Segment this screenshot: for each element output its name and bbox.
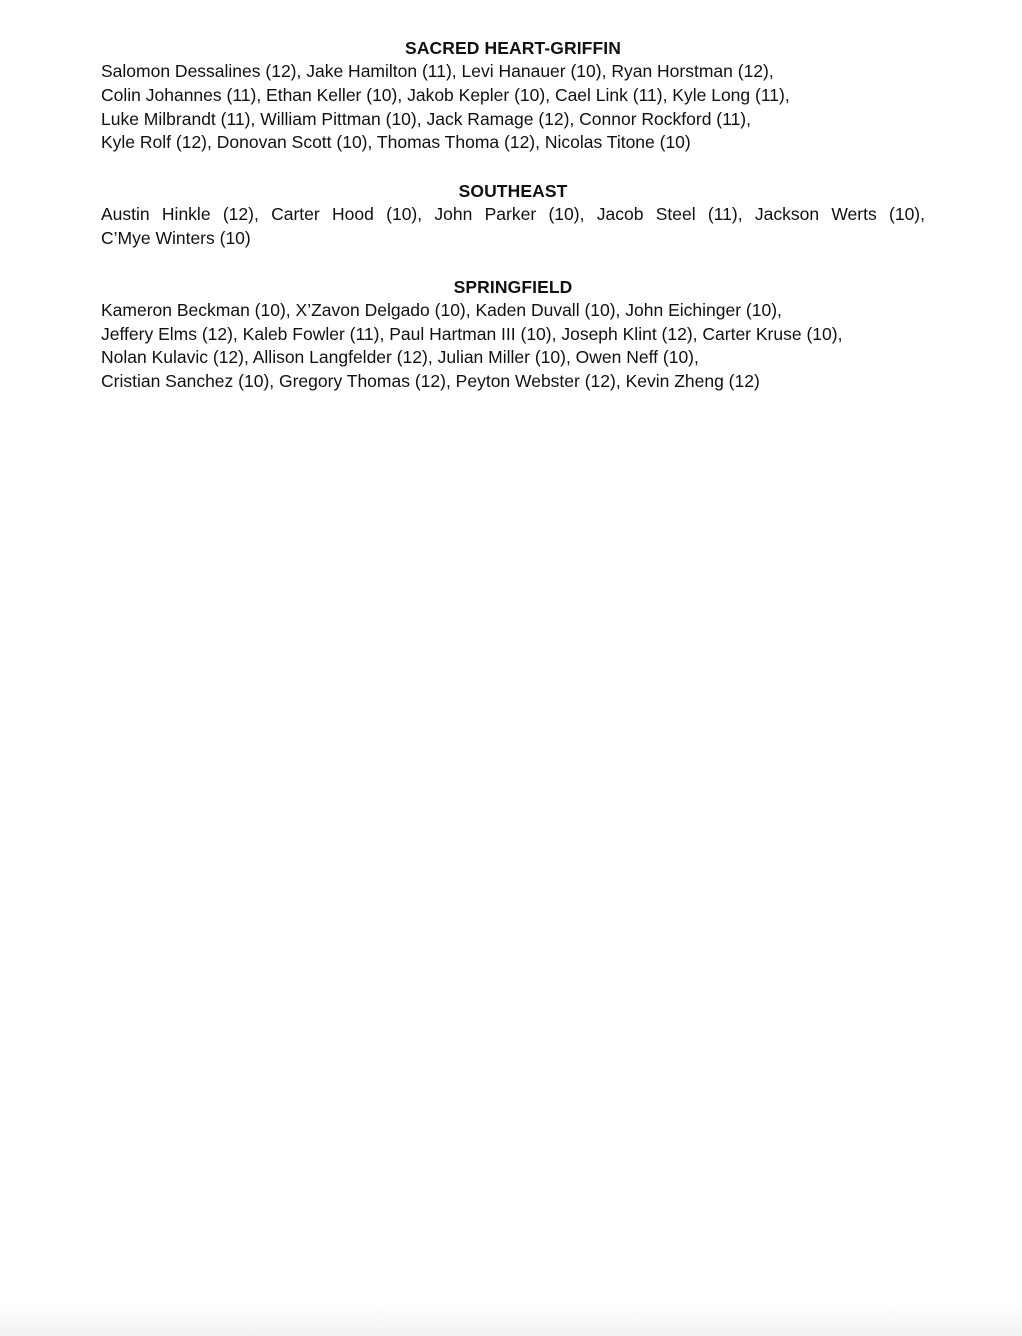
school-heading: SACRED HEART-GRIFFIN [405, 38, 621, 58]
roster-line: Kyle Rolf (12), Donovan Scott (10), Thomas Thoma (12), Nicolas Titone (10) [101, 132, 691, 153]
roster-line: Kameron Beckman (10), X’Zavon Delgado (10), Kaden Duvall (10), John Eichinger (10), [101, 299, 782, 320]
roster-line: Jeffery Elms (12), Kaleb Fowler (11), Paul Hartman III (10), Joseph Klint (12), Carter Kruse (10), [101, 323, 843, 344]
roster-line: Nolan Kulavic (12), Allison Langfelder (12), Julian Miller (10), Owen Neff (10), [101, 347, 699, 368]
school-heading: SOUTHEAST [458, 181, 568, 202]
roster-line: C’Mye Winters (10) [101, 227, 251, 248]
roster-line: Salomon Dessalines (12), Jake Hamilton (11), Levi Hanauer (10), Ryan Horstman (12), [101, 61, 774, 81]
roster-content [101, 36, 925, 418]
page-bottom-edge [0, 1304, 1022, 1336]
roster-line: Austin Hinkle (12), Carter Hood (10), John Parker (10), Jacob Steel (11), Jackson Werts (10), [101, 204, 925, 225]
section-southeast [101, 179, 925, 251]
school-heading: SPRINGFIELD [453, 276, 573, 297]
section-springfield [101, 275, 925, 394]
roster-line: Cristian Sanchez (10), Gregory Thomas (12), Peyton Webster (12), Kevin Zheng (12) [101, 371, 760, 392]
section-sacred-heart-griffin [101, 36, 925, 155]
roster-line: Colin Johannes (11), Ethan Keller (10), Jakob Kepler (10), Cael Link (11), Kyle Long (11), [101, 84, 790, 105]
roster-line: Luke Milbrandt (11), William Pittman (10), Jack Ramage (12), Connor Rockford (11), [101, 108, 751, 129]
